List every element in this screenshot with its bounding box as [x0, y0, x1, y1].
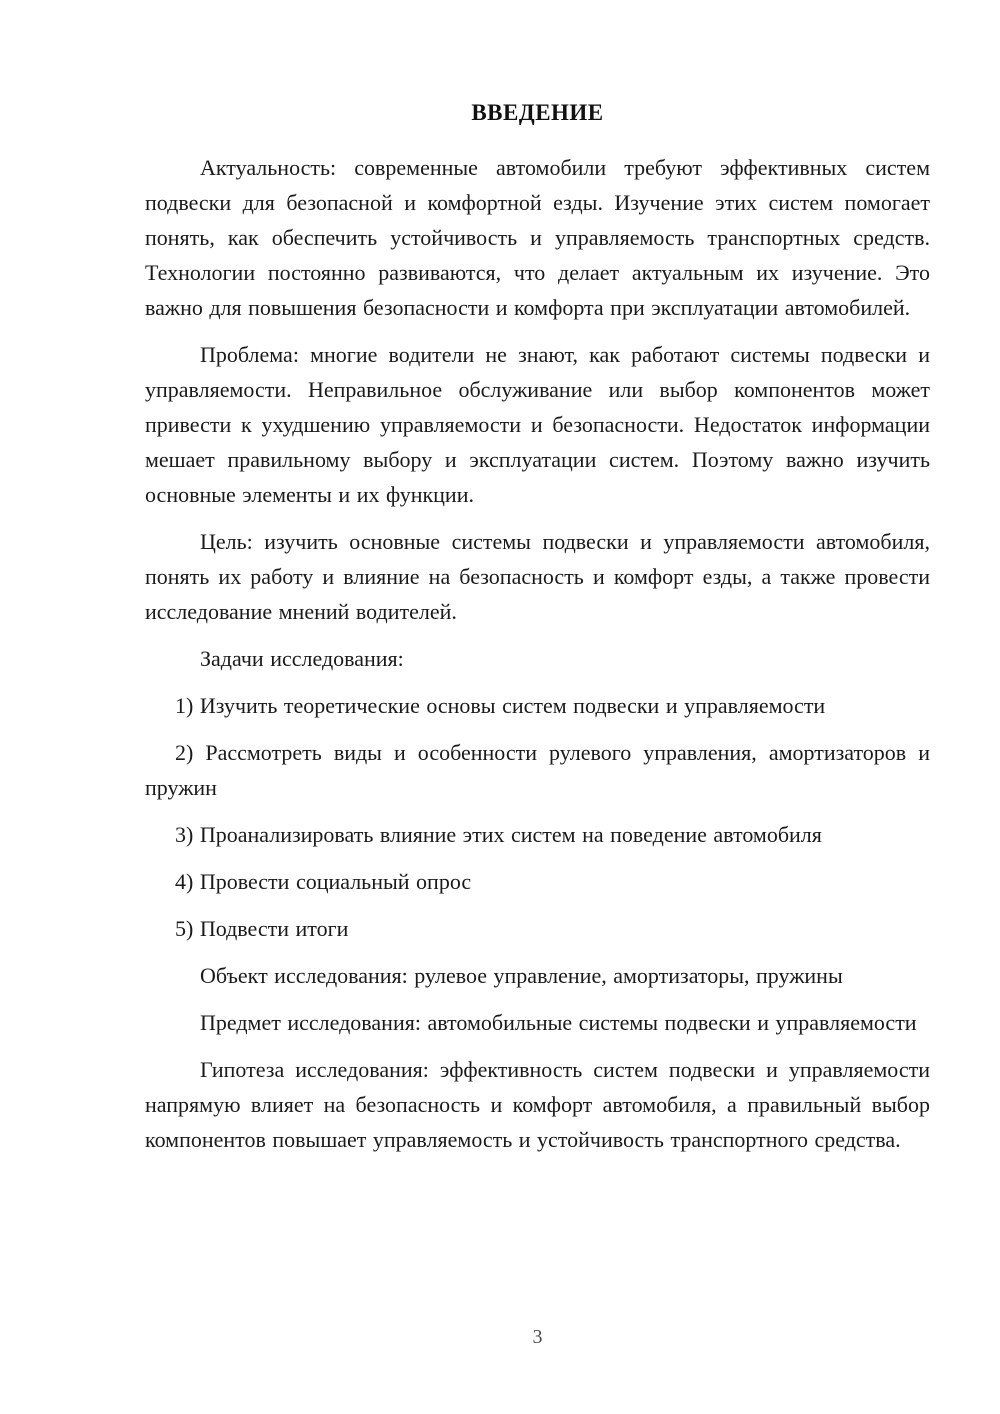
paragraph: Задачи исследования:: [200, 646, 404, 671]
paragraph: Объект исследования: рулевое управление, амортизаторы, пружины: [200, 963, 843, 988]
paragraph: Гипотеза исследования: эффективность систем подвески и управляемости напрямую влияет на безопасность и комфорт автомобиля, а правильный выбор компонентов повышает управляемость и устойчивость транспортного средства.: [145, 1057, 930, 1152]
list-item: 4) Провести социальный опрос: [175, 869, 472, 894]
list-item: 2) Рассмотреть виды и особенности рулевого управления, амортизаторов и пружин: [145, 740, 930, 800]
list-item: 5) Подвести итоги: [175, 916, 349, 941]
list-item: 3) Проанализировать влияние этих систем на поведение автомобиля: [175, 822, 822, 847]
paragraph: Предмет исследования: автомобильные системы подвески и управляемости: [200, 1010, 917, 1035]
page-number: 3: [532, 1326, 543, 1348]
list-item: 1) Изучить теоретические основы систем подвески и управляемости: [175, 693, 826, 718]
paragraph: Проблема: многие водители не знают, как работают системы подвески и управляемости. Неправильное обслуживание или выбор компонентов может привести к ухудшению управляемости и безопасности. Недостаток информации мешает правильному выбору и эксплуатации систем. Поэтому важно изучить основные элементы и их функции.: [145, 342, 930, 507]
paragraph: Актуальность: современные автомобили требуют эффективных систем подвески для безопасной и комфортной езды. Изучение этих систем помогает понять, как обеспечить устойчивость и управляемость транспортных средств. Технологии постоянно развиваются, что делает актуальным их изучение. Это важно для повышения безопасности и комфорта при эксплуатации автомобилей.: [145, 155, 930, 320]
paragraph: Цель: изучить основные системы подвески и управляемости автомобиля, понять их работу и влияние на безопасность и комфорт езды, а также провести исследование мнений водителей.: [145, 529, 930, 624]
document-body: [145, 150, 930, 1157]
page-title: ВВЕДЕНИЕ: [471, 100, 604, 125]
